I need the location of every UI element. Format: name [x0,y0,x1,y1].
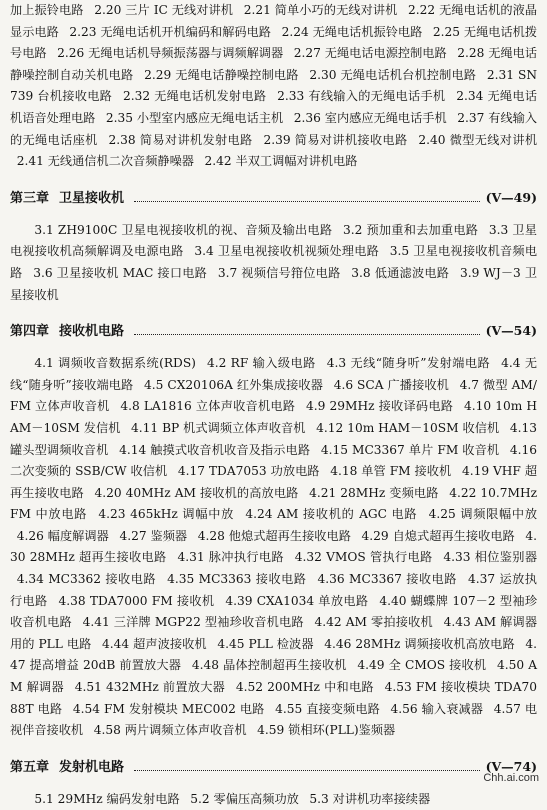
toc-entry: 4.31 脉冲执行电路 [177,550,284,565]
toc-entry: 4.33 相位鉴别器 [443,550,538,565]
chapter-title: 发射机电路 [59,759,125,775]
toc-entry: 4.29 自熄式超再生接收电路 [361,528,515,543]
toc-entry: 2.29 无绳电话静噪控制电路 [144,67,299,82]
toc-entry: 2.25 无绳电话机拨号电路 [10,24,538,61]
chapter-heading-4 [10,320,537,343]
toc-entry: 4.34 MC3362 接收电路 [16,572,157,587]
toc-entry: 4.58 两片调频立体声收音机 [93,723,247,738]
toc-entry: 2.42 半双工调幅对讲机电路 [204,154,358,169]
intro-entries [10,0,537,173]
toc-entry: 3.3 卫星电视接收机高频解调及电源电路 [10,222,537,259]
toc-entry: 3.2 预加重和去加重电路 [343,222,479,237]
toc-entry: 4.10 10m HAM－10SM 发信机 [10,399,538,435]
toc-entry: 2.38 简易对讲机发射电路 [108,132,253,147]
chapter-number: 第五章 [10,759,50,775]
toc-entry: 4.15 MC3367 单片 FM 收音机 [320,442,500,457]
toc-entry: 4.20 40MHz AM 接收机的高放电路 [94,485,299,500]
toc-entry: 4.3 无线“随身听”发射端电路 [326,356,491,371]
toc-entry: 4.25 调频限幅中放 [428,507,538,522]
toc-entry: 4.55 直接变频电路 [275,701,380,716]
toc-entry: 3.4 卫星电视接收机视频处理电路 [194,244,379,259]
toc-entry: 5.1 29MHz 编码发射电路 [34,791,180,806]
toc-entry: 4.46 28MHz 调频接收机高放电路 [324,636,515,651]
toc-entry: 4.21 28MHz 变频电路 [309,485,439,500]
toc-entry: 3.1 ZH9100C 卫星电视接收机的视、音频及输出电路 [34,222,333,237]
toc-entry: 2.41 无线通信机二次音频静噪器 [16,154,194,169]
toc-entry: 4.41 三洋牌 MGP22 型袖珍收音机电路 [82,615,304,630]
toc-entry: 4.18 单管 FM 接收机 [330,464,452,479]
toc-entry: 4.7 微型 AM/FM 立体声收音机 [10,377,537,414]
toc-entry: 4.11 BP 机式调频立体声收音机 [131,420,306,435]
toc-entry: 4.17 TDA7053 功放电路 [177,464,320,479]
toc-entry: 加上振铃电路 [10,3,84,17]
chapter-3-entries [10,220,537,306]
toc-entry: 4.53 FM 接收模块 TDA7088T 电路 [10,680,538,716]
dot-leader [134,769,480,771]
toc-entry: 4.24 AM 接收机的 AGC 电路 [245,507,418,522]
dot-leader [134,200,480,202]
toc-entry: 2.24 无绳电话机振铃电路 [281,24,423,39]
toc-entry: 4.43 AM 解调器用的 PLL 电路 [10,615,538,651]
chapter-page-ref: (V—74) [485,758,537,774]
toc-entry: 5.3 对讲机功率接续器 [309,791,431,806]
toc-entry: 4.1 调频收音数据系统(RDS) [34,356,196,371]
toc-entry: 4.44 超声波接收机 [102,636,207,651]
toc-entry: 2.22 无绳电话机的液晶显示电路 [10,3,538,39]
toc-entry: 4.26 幅度解调器 [16,528,109,543]
toc-entry: 2.37 有线输入的无绳电话座机 [10,110,538,147]
toc-entry: 2.23 无绳电话机开机编码和解码电路 [69,24,271,39]
toc-entry: 4.5 CX20106A 红外集成接收器 [144,377,323,392]
toc-entry: 4.35 MC3363 接收电路 [167,572,307,587]
toc-entry: 4.38 TDA7000 FM 接收机 [58,593,215,608]
toc-entry: 2.28 无绳电话静噪控制自动关机电路 [10,46,538,82]
chapter-number: 第四章 [10,324,50,340]
toc-entry: 4.50 AM 解调器 [10,658,537,695]
chapter-page-ref: (V—49) [485,189,537,205]
toc-entry: 4.47 提高增益 20dB 前置放大器 [10,636,538,673]
chapter-title: 卫星接收机 [59,190,125,206]
toc-entry: 2.31 SN739 台机接收电路 [10,67,538,104]
toc-entry: 4.49 全 CMOS 接收机 [357,658,487,673]
toc-entry: 4.39 CXA1034 单放电路 [225,593,369,608]
chapter-5-entries [10,789,537,810]
toc-entry: 4.2 RF 输入级电路 [206,356,316,371]
toc-entry: 4.6 SCA 广播接收机 [333,377,449,392]
chapter-page-ref: (V—54) [485,323,537,339]
toc-entry: 2.32 无绳电话机发射电路 [122,89,267,104]
watermark: Chh.ai.com [483,772,539,784]
chapter-title: 接收机电路 [59,324,125,340]
toc-entry: 4.51 432MHz 前置放大器 [74,680,226,695]
toc-entry: 2.39 简易对讲机接收电路 [263,132,408,147]
chapter-4-entries [10,353,537,742]
toc-entry: 3.6 卫星接收机 MAC 接口电路 [33,265,208,280]
toc-entry: 4.42 AM 零拍接收机 [314,615,433,630]
toc-entry: 2.33 有线输入的无绳电话手机 [277,89,446,104]
toc-entry: 4.27 鉴频器 [119,528,188,543]
toc-entry: 4.19 VHF 超再生接收电路 [10,464,538,500]
dot-leader [134,333,480,335]
toc-entry: 4.8 LA1816 立体声收音机电路 [120,399,296,414]
toc-entry: 4.9 29MHz 接收译码电路 [306,399,454,414]
toc-entry: 4.14 触摸式收音机收音及指示电路 [119,442,311,457]
toc-entry: 4.57 电视伴音接收机 [10,701,538,738]
toc-entry: 3.9 WJ－3 卫星接收机 [10,265,538,302]
toc-entry: 3.7 视频信号箝位电路 [217,265,341,280]
chapter-number: 第三章 [10,190,50,206]
toc-entry: 4.45 PLL 检波器 [217,636,314,651]
toc-entry: 4.28 他熄式超再生接收电路 [197,528,351,543]
toc-entry: 4.54 FM 发射模块 MEC002 电路 [72,701,265,716]
toc-entry: 4.30 28MHz 超再生接收电路 [10,528,537,565]
toc-entry: 2.40 微型无线对讲机 [418,132,538,147]
toc-entry: 2.26 无绳电话机导频振荡器与调频解调器 [57,46,284,61]
toc-entry: 4.40 蝴蝶牌 107－2 型袖珍收音机电路 [10,593,538,630]
chapter-heading-5 [10,756,537,779]
toc-entry: 4.36 MC3367 接收电路 [317,572,457,587]
toc-entry: 3.5 卫星电视接收机音频电路 [10,244,538,280]
toc-entry: 4.48 晶体控制超再生接收机 [191,658,347,673]
toc-entry: 2.21 简单小巧的无线对讲机 [243,3,398,17]
chapter-heading-3 [10,187,537,210]
toc-entry: 4.13 罐头型调频收音机 [10,420,537,457]
toc-entry: 2.30 无绳电话机台机控制电路 [309,67,477,82]
toc-entry: 3.8 低通滤波电路 [351,265,450,280]
toc-entry: 4.22 10.7MHz FM 中放电路 [10,485,538,522]
toc-entry: 2.36 室内感应无绳电话手机 [293,110,447,125]
toc-entry: 4.23 465kHz 调幅中放 [98,507,235,522]
toc-entry: 4.37 运放执行电路 [10,572,537,608]
toc-entry: 2.34 无绳电话机语音处理电路 [10,89,538,125]
toc-entry: 4.52 200MHz 中和电路 [235,680,374,695]
toc-entry: 5.2 零偏压高频功放 [190,791,299,806]
toc-entry: 2.35 小型室内感应无绳电话主机 [105,110,284,125]
toc-entry: 2.27 无绳电话电源控制电路 [293,46,447,61]
toc-entry: 2.20 三片 IC 无线对讲机 [94,3,234,17]
toc-entry: 4.16 二次变频的 SSB/CW 收信机 [10,442,538,479]
toc-entry: 4.59 锁相环(PLL)鉴频器 [257,723,396,738]
toc-entry: 4.56 输入衰减器 [390,701,484,716]
toc-entry: 4.32 VMOS 管执行电路 [294,550,433,565]
toc-entry: 4.4 无线“随身听”接收端电路 [10,356,538,392]
toc-entry: 4.12 10m HAM－10SM 收信机 [316,420,500,435]
